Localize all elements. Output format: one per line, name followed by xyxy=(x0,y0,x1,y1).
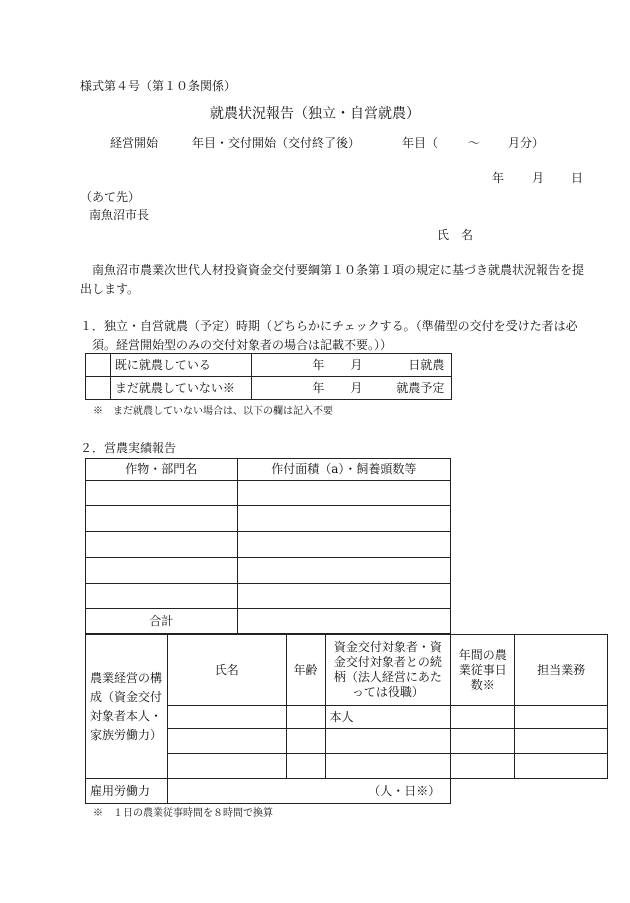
label-not-yet-farming: まだ就農していない※ xyxy=(110,377,252,400)
labor-row-label: 農業経営の構成（資金交付対象者本人・家族労働力） xyxy=(86,635,168,779)
already-year-label: 年 xyxy=(312,357,325,372)
hired-labor-value[interactable] xyxy=(167,779,450,804)
labor-name-cell[interactable] xyxy=(167,754,286,779)
label-already-farming: 既に就農している xyxy=(110,354,252,377)
addressee-name: 南魚沼市長 xyxy=(89,208,150,222)
crop-area-cell[interactable] xyxy=(237,532,450,558)
labor-duties-cell[interactable] xyxy=(515,754,608,779)
crop-row xyxy=(86,481,451,506)
date-already-farming xyxy=(252,354,452,377)
form-number: 様式第４号（第１０条関係） xyxy=(80,79,237,93)
crop-table-header xyxy=(86,459,451,481)
not-yet-month-label: 月 xyxy=(350,380,363,395)
labor-days-cell[interactable] xyxy=(451,754,515,779)
labor-name-cell[interactable] xyxy=(167,706,286,729)
date-year-label: 年 xyxy=(492,171,505,185)
period-start-label: 経営開始 xyxy=(110,136,159,150)
crop-name-cell[interactable] xyxy=(86,532,238,558)
labor-header-days: 年間の農業従事日数※ xyxy=(451,635,515,706)
labor-table-header xyxy=(86,635,608,706)
labor-header-duties: 担当業務 xyxy=(515,635,608,706)
labor-relation-cell[interactable] xyxy=(325,754,451,779)
not-yet-status-label: 就農予定 xyxy=(396,380,445,395)
date-day-label: 日 xyxy=(571,171,584,185)
labor-age-cell[interactable] xyxy=(286,706,325,729)
period-year-label-2: 年目（ xyxy=(402,136,439,150)
labor-age-cell[interactable] xyxy=(286,754,325,779)
crop-header-area: 作付面積（a）・飼養頭数等 xyxy=(237,459,450,481)
section1-table xyxy=(85,353,452,400)
period-year-label-1: 年目・交付開始（交付終了後） xyxy=(192,136,361,150)
page-title: 就農状況報告（独立・自営就農） xyxy=(210,106,420,122)
checkbox-already-farming[interactable] xyxy=(86,354,111,377)
crop-name-cell[interactable] xyxy=(86,481,238,506)
labor-days-cell[interactable] xyxy=(451,706,515,729)
crop-table xyxy=(85,458,451,634)
labor-days-cell[interactable] xyxy=(451,729,515,754)
crop-area-cell[interactable] xyxy=(237,558,450,584)
checkbox-not-yet-farming[interactable] xyxy=(86,377,111,400)
crop-row xyxy=(86,558,451,584)
section2-heading: ２．営農実績報告 xyxy=(80,441,177,455)
hired-labor-unit: （人・日※） xyxy=(368,783,441,798)
date-month-label: 月 xyxy=(532,171,545,185)
section2-note: ※ １日の農業従事時間を８時間で換算 xyxy=(93,808,273,819)
crop-name-cell[interactable] xyxy=(86,558,238,584)
hired-labor-row xyxy=(86,779,608,804)
section1-row-already xyxy=(86,354,452,377)
labor-name-cell[interactable] xyxy=(167,729,286,754)
period-tilde: ～ xyxy=(468,136,481,150)
hired-labor-label: 雇用労働力 xyxy=(86,779,168,804)
crop-name-cell[interactable] xyxy=(86,584,238,609)
crop-header-name: 作物・部門名 xyxy=(86,459,238,481)
labor-duties-cell[interactable] xyxy=(515,729,608,754)
period-month-label: 月分） xyxy=(508,136,545,150)
crop-name-cell[interactable] xyxy=(86,506,238,532)
crop-area-cell[interactable] xyxy=(237,481,450,506)
section1-note: ※ まだ就農していない場合は、以下の欄は記入不要 xyxy=(93,406,333,417)
labor-header-relation: 資金交付対象者・資金交付対象者との続柄（法人経営にあたっては役職） xyxy=(325,635,451,706)
section1-row-not-yet xyxy=(86,377,452,400)
labor-header-name: 氏名 xyxy=(167,635,286,706)
crop-total-row xyxy=(86,609,451,634)
applicant-name-label: 氏 名 xyxy=(437,228,474,242)
intro-text: 南魚沼市農業次世代人材投資資金交付要綱第１０条第１項の規定に基づき就農状況報告を提出します。 xyxy=(80,263,585,296)
labor-relation-cell[interactable] xyxy=(325,729,451,754)
labor-relation-self: 本人 xyxy=(325,706,451,729)
crop-row xyxy=(86,584,451,609)
crop-area-cell[interactable] xyxy=(237,584,450,609)
crop-total-value[interactable] xyxy=(237,609,450,634)
crop-row xyxy=(86,506,451,532)
not-yet-year-label: 年 xyxy=(312,380,325,395)
already-month-label: 月 xyxy=(350,357,363,372)
blank-cell xyxy=(451,779,608,804)
already-status-label: 日就農 xyxy=(408,357,445,372)
labor-header-age: 年齢 xyxy=(286,635,325,706)
date-not-yet-farming xyxy=(252,377,452,400)
labor-table xyxy=(85,634,608,804)
section1-heading: １．独立・自営就農（予定）時期（どちらかにチェックする。（準備型の交付を受けた者は必須。経営開始型のみの交付対象者の場合は記載不要。）） xyxy=(80,319,578,352)
crop-row xyxy=(86,532,451,558)
crop-area-cell[interactable] xyxy=(237,506,450,532)
crop-total-label: 合計 xyxy=(86,609,238,634)
labor-age-cell[interactable] xyxy=(286,729,325,754)
labor-duties-cell[interactable] xyxy=(515,706,608,729)
addressee-label: （あて先） xyxy=(80,190,141,204)
